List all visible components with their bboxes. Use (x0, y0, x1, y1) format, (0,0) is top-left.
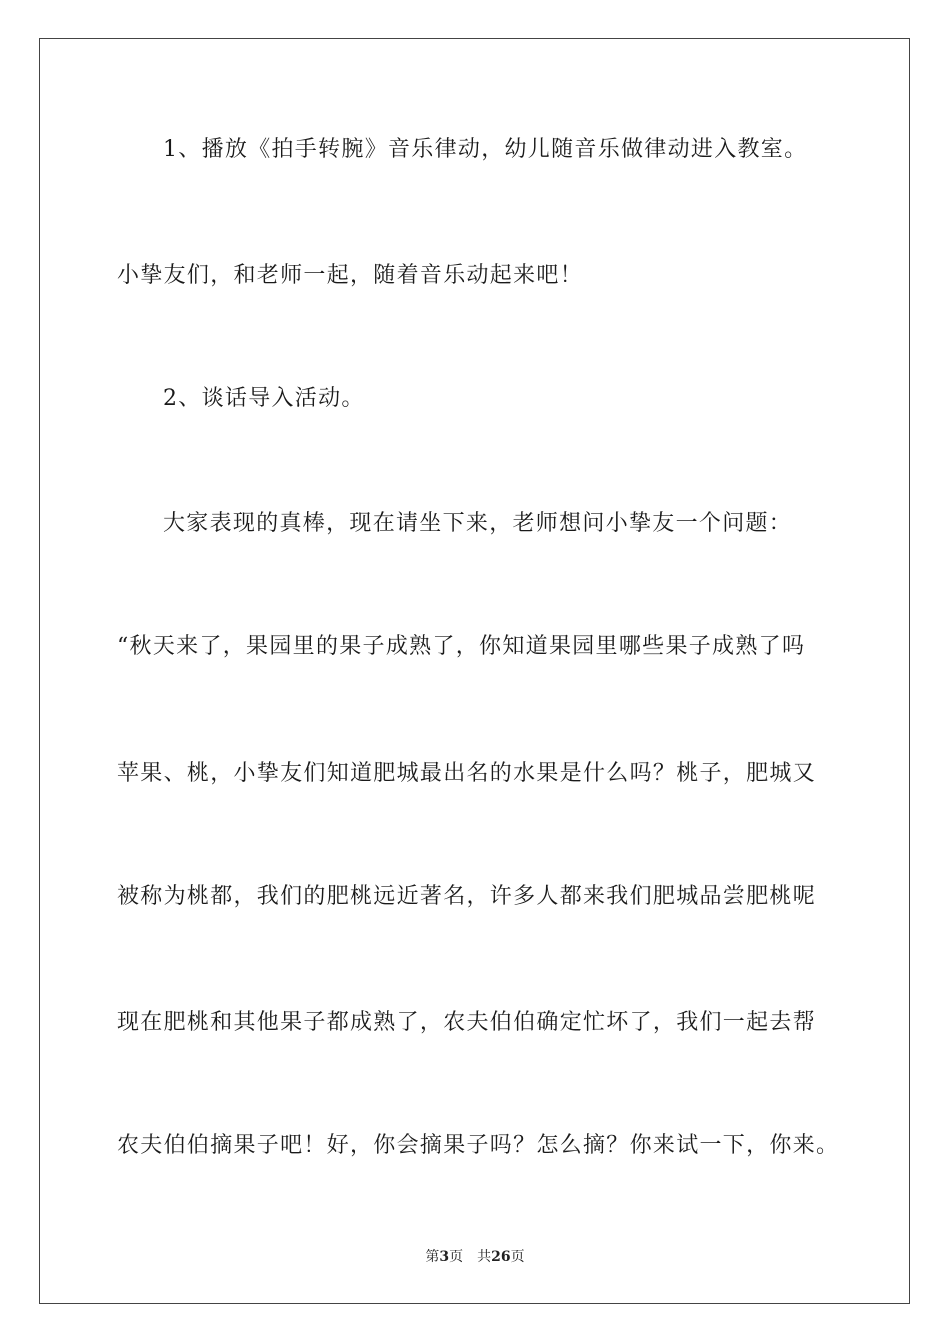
page-border (39, 38, 910, 1304)
paragraph-line-8: 现在肥桃和其他果子都成熟了，农夫伯伯确定忙坏了，我们一起去帮 (117, 1010, 817, 1035)
footer-page-suffix: 页 (449, 1249, 464, 1265)
paragraph-line-6: 苹果、桃，小挚友们知道肥城最出名的水果是什么吗？桃子，肥城又 (117, 761, 817, 786)
footer-page-prefix: 第 (425, 1249, 440, 1265)
paragraph-line-7: 被称为桃都，我们的肥桃远近著名，许多人都来我们肥城品尝肥桃呢 (117, 884, 817, 909)
paragraph-line-1: 1、播放《拍手转腕》音乐律动，幼儿随音乐做律动进入教室。 (163, 137, 808, 162)
paragraph-line-2: 小挚友们，和老师一起，随着音乐动起来吧！ (117, 263, 584, 288)
page-footer (0, 1247, 950, 1267)
footer-page-number: 3 (439, 1249, 450, 1265)
paragraph-line-4: 大家表现的真棒，现在请坐下来，老师想问小挚友一个问题： (163, 511, 793, 536)
paragraph-line-3: 2、谈话导入活动。 (163, 386, 365, 411)
paragraph-line-9: 农夫伯伯摘果子吧！好，你会摘果子吗？怎么摘？你来试一下，你来。 (117, 1133, 840, 1158)
paragraph-line-5: “秋天来了，果园里的果子成熟了，你知道果园里哪些果子成熟了吗 (117, 634, 806, 659)
footer-total-pages: 26 (491, 1249, 511, 1265)
footer-total-suffix: 页 (510, 1249, 525, 1265)
footer-total-prefix: 共 (477, 1249, 492, 1265)
